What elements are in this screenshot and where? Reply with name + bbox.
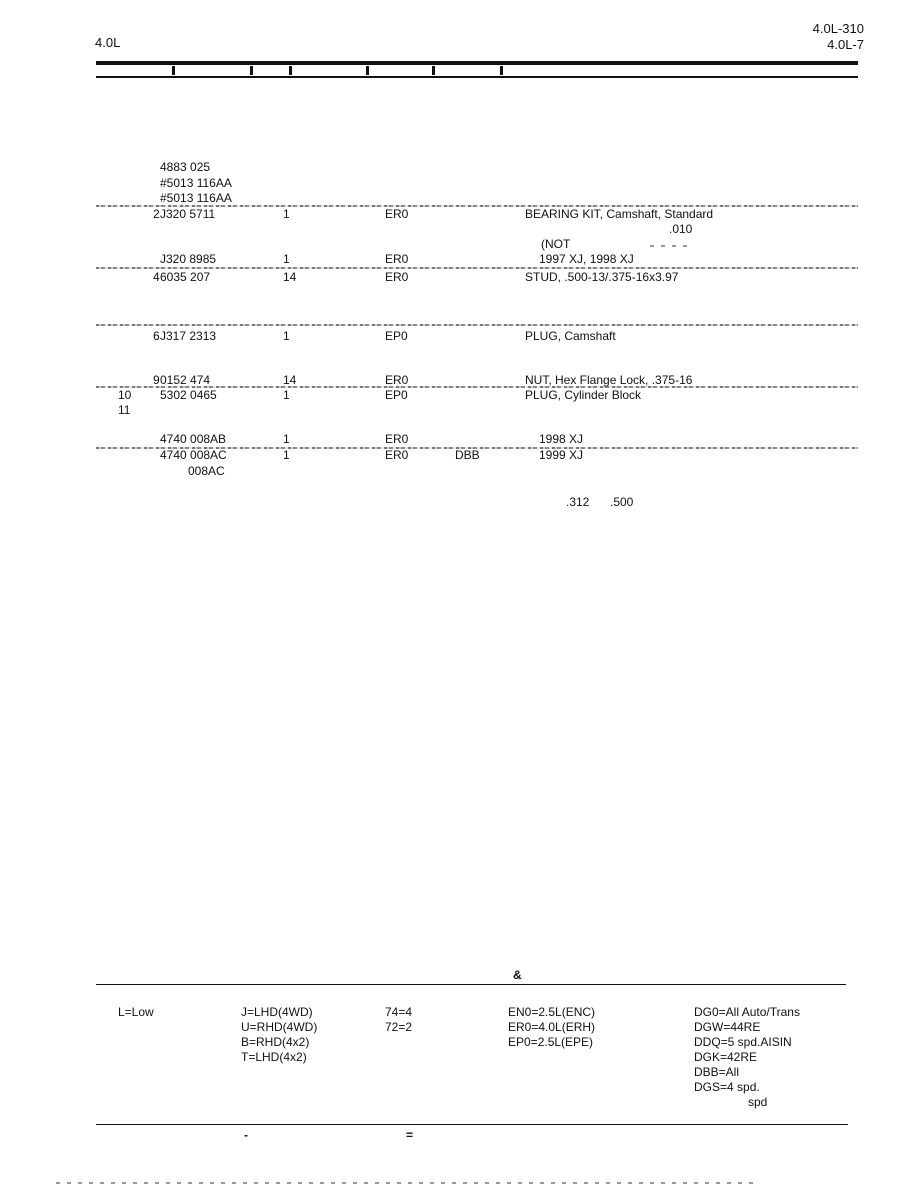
description: 1999 XJ <box>539 448 584 462</box>
engine-code: EP0 <box>385 388 408 402</box>
note-line: #5013 116AA <box>160 176 232 190</box>
legend-entry: DBB=All <box>694 1065 740 1079</box>
legend-entry: spd <box>748 1095 768 1109</box>
legend-entry: T=LHD(4x2) <box>241 1050 307 1064</box>
engine-code: ER0 <box>385 207 409 221</box>
description: (NOT <box>541 237 571 251</box>
legend-entry: DGS=4 spd. <box>694 1080 760 1094</box>
note-line: 4883 025 <box>160 160 211 174</box>
row-separator <box>96 324 858 326</box>
description: PLUG, Cylinder Block <box>525 388 642 402</box>
part-number: J320 5711 <box>160 207 216 221</box>
footer-rule <box>96 1124 848 1125</box>
note-line: #5013 116AA <box>160 191 232 205</box>
dimension-value: .500 <box>610 495 634 509</box>
quantity: 1 <box>283 432 290 446</box>
faded-text-artifact <box>650 245 690 247</box>
column-divider <box>172 66 175 75</box>
part-number: 4740 008AC <box>160 448 227 462</box>
engine-code: EP0 <box>385 329 408 343</box>
legend-entry: L=Low <box>118 1005 154 1019</box>
option-code: DBB <box>455 448 480 462</box>
engine-code: ER0 <box>385 252 409 266</box>
part-number: J320 8985 <box>160 252 217 266</box>
item-number: 6 <box>153 329 160 343</box>
legend-entry: B=RHD(4x2) <box>241 1035 310 1049</box>
column-divider <box>289 66 292 75</box>
legend-entry: DGW=44RE <box>694 1020 761 1034</box>
part-number: J317 2313 <box>160 329 217 343</box>
legend-entry: 74=4 <box>385 1005 413 1019</box>
description: NUT, Hex Flange Lock, .375-16 <box>525 373 693 387</box>
quantity: 1 <box>283 329 290 343</box>
description: BEARING KIT, Camshaft, Standard <box>525 207 714 221</box>
legend-entry: DDQ=5 spd.AISIN <box>694 1035 792 1049</box>
footer-mark: = <box>406 1128 414 1142</box>
item-number: 9 <box>153 373 160 387</box>
column-divider <box>432 66 435 75</box>
engine-code: ER0 <box>385 432 409 446</box>
part-number: 0152 474 <box>160 373 211 387</box>
legend-entry: ER0=4.0L(ERH) <box>508 1020 596 1034</box>
part-number-fragment: 008AC <box>188 464 225 478</box>
legend-entry: 72=2 <box>385 1020 413 1034</box>
description: PLUG, Camshaft <box>525 329 616 343</box>
quantity: 14 <box>283 270 297 284</box>
item-number: 10 <box>118 388 132 402</box>
header-left: 4.0L <box>95 35 121 50</box>
part-number: 5302 0465 <box>160 388 217 402</box>
row-separator <box>96 267 858 269</box>
legend-entry: J=LHD(4WD) <box>241 1005 313 1019</box>
dimension-value: .312 <box>566 495 590 509</box>
header-right-top: 4.0L-310 <box>812 21 864 36</box>
description: STUD, .500-13/.375-16x3.97 <box>525 270 679 284</box>
footer-mark: - <box>244 1128 248 1142</box>
legend-entry: U=RHD(4WD) <box>241 1020 318 1034</box>
engine-code: ER0 <box>385 270 409 284</box>
item-number: 2 <box>153 207 160 221</box>
item-number: 4 <box>153 270 160 284</box>
header-right-bottom: 4.0L-7 <box>827 37 864 52</box>
engine-code: ER0 <box>385 373 409 387</box>
legend-entry: EP0=2.5L(EPE) <box>508 1035 594 1049</box>
quantity: 1 <box>283 448 290 462</box>
header-rule <box>96 61 858 65</box>
part-number: 6035 207 <box>160 270 211 284</box>
header-rule-thin <box>96 76 858 78</box>
part-number: 4740 008AB <box>160 432 227 446</box>
legend-title: & <box>513 968 522 982</box>
column-divider <box>250 66 253 75</box>
description: 1997 XJ, 1998 XJ <box>539 252 634 266</box>
scan-edge-artifact <box>56 1182 756 1184</box>
quantity: 1 <box>283 388 290 402</box>
quantity: 1 <box>283 252 290 266</box>
description: .010 <box>669 222 693 236</box>
column-divider <box>366 66 369 75</box>
legend-rule <box>96 984 846 985</box>
legend-entry: DGK=42RE <box>694 1050 758 1064</box>
legend-entry: DG0=All Auto/Trans <box>694 1005 800 1019</box>
engine-code: ER0 <box>385 448 409 462</box>
description: 1998 XJ <box>539 432 584 446</box>
item-number: 11 <box>118 403 131 417</box>
column-divider <box>500 66 503 75</box>
quantity: 14 <box>283 373 297 387</box>
legend-entry: EN0=2.5L(ENC) <box>508 1005 596 1019</box>
quantity: 1 <box>283 207 290 221</box>
